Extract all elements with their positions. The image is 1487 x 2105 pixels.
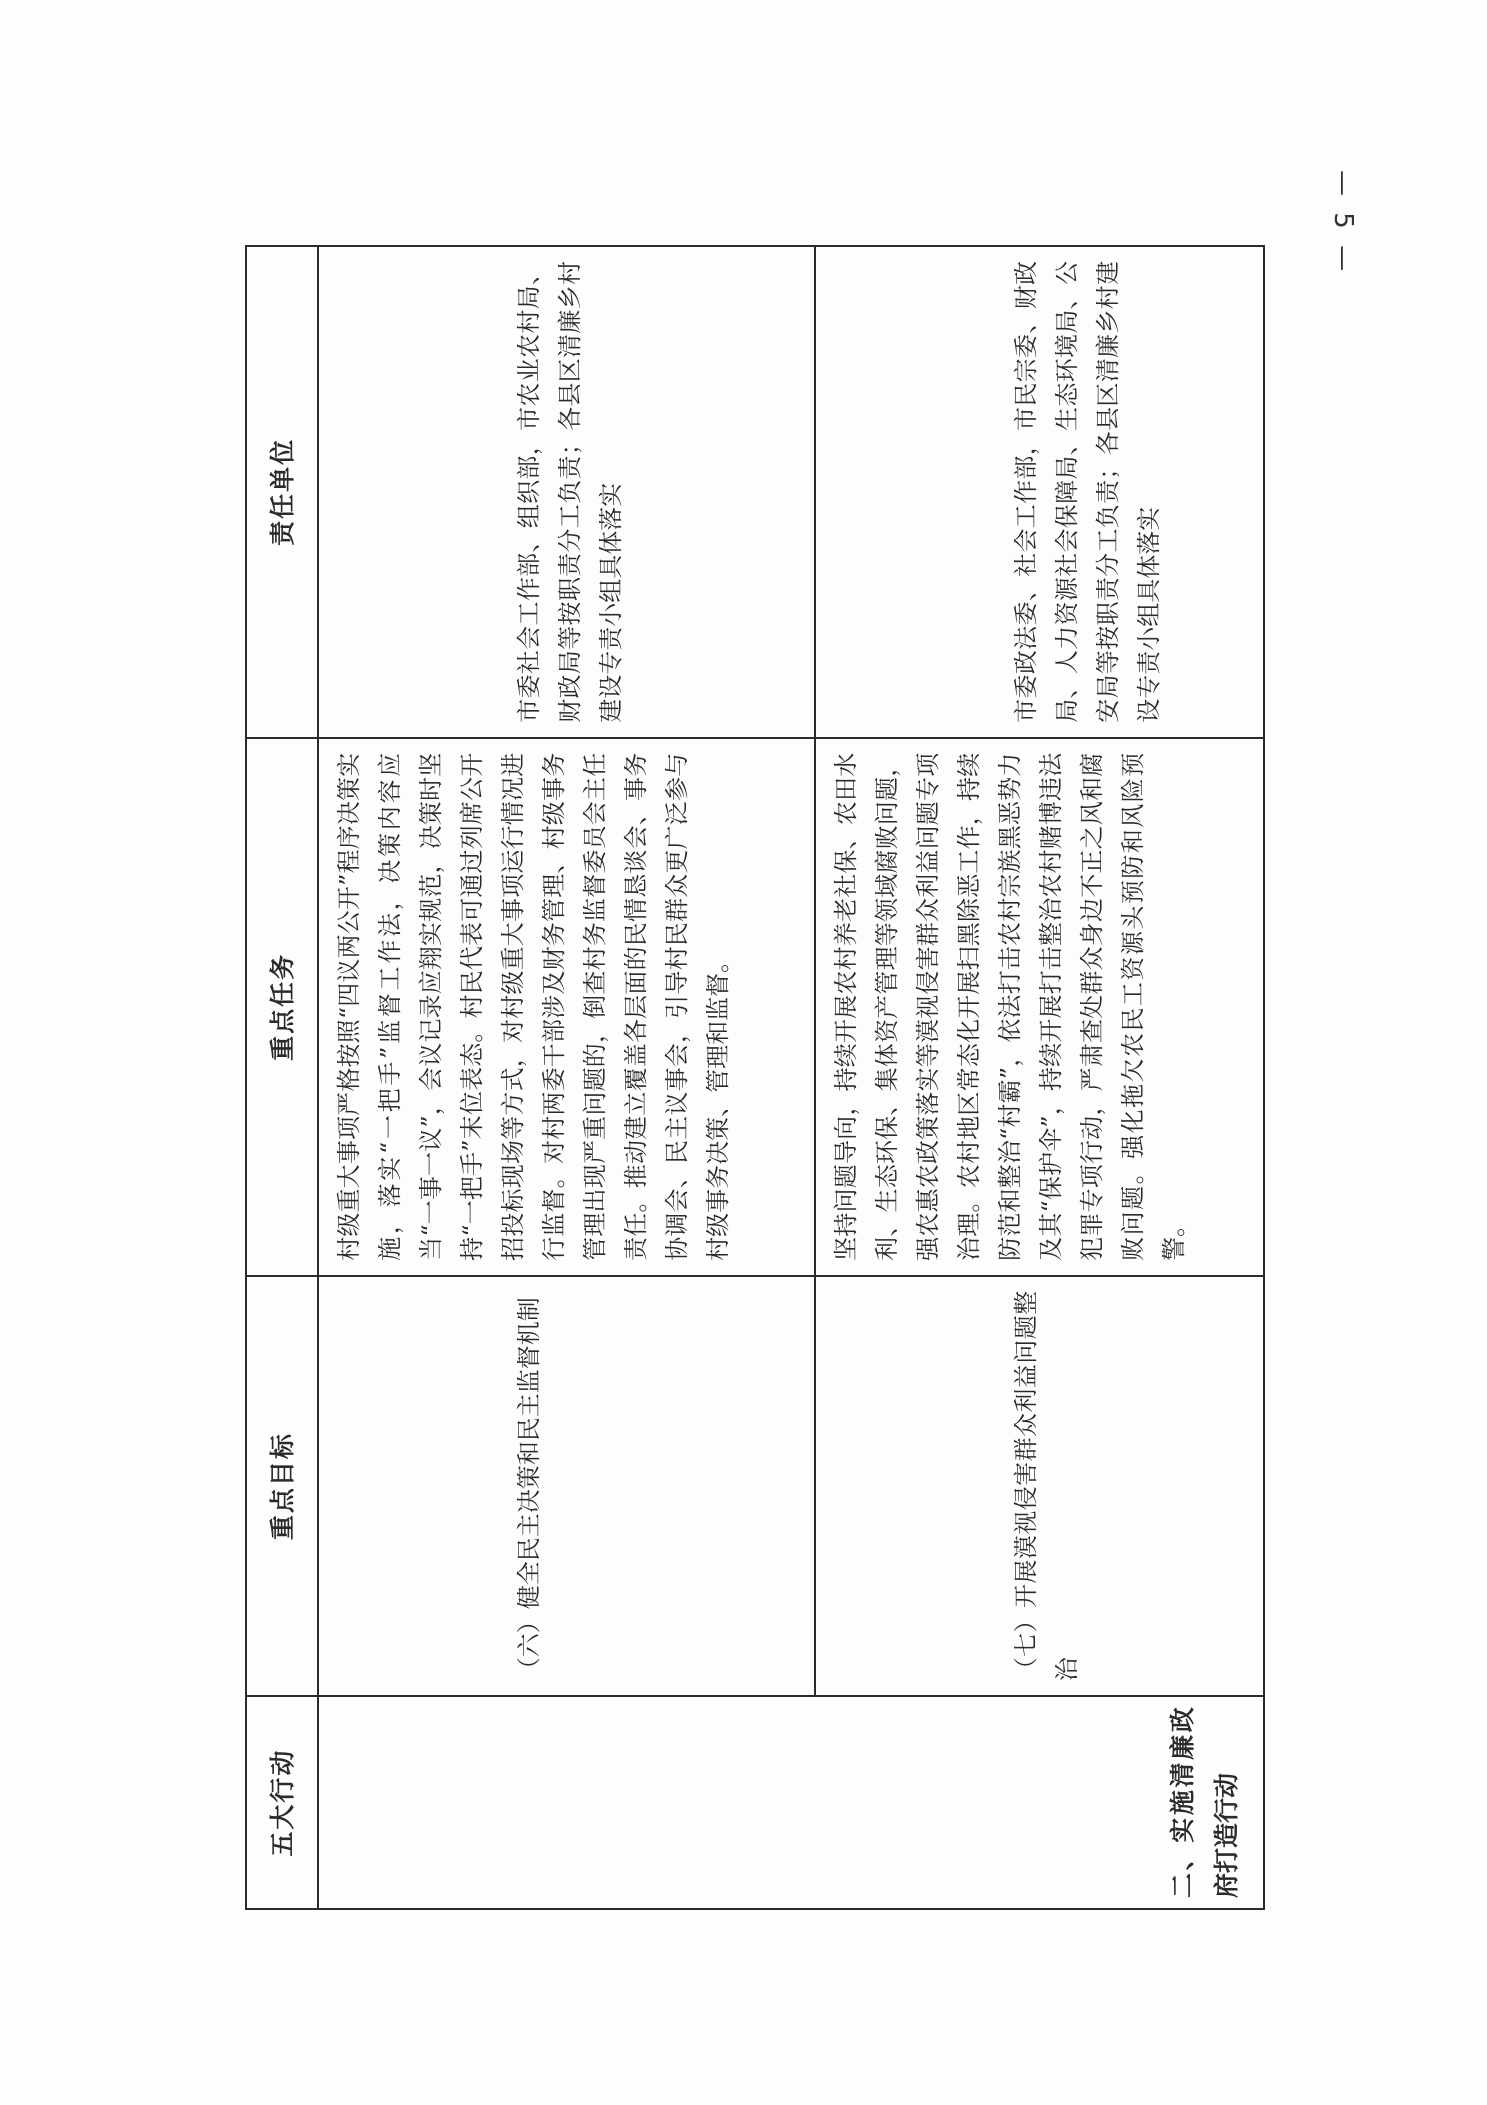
action-cell: 二、实施清廉政府打造行动 — [318, 1696, 1264, 1909]
target-cell: （六）健全民主决策和民主监督机制 — [318, 1276, 815, 1696]
header-action: 五大行动 — [246, 1696, 318, 1909]
target-cell: （七）开展漠视侵害群众利益问题整治 — [815, 1276, 1264, 1696]
unit-cell: 市委政法委、社会工作部，市民宗委、财政局、人力资源社会保障局、生态环境局、公安局等按职责分工负责；各县区清廉乡村建设专责小组具体落实 — [815, 246, 1264, 738]
header-target: 重点目标 — [246, 1276, 318, 1696]
page-number: — 5 — — [1328, 170, 1358, 276]
task-cell: 坚持问题导向，持续开展农村养老社保、农田水利、生态环保、集体资产管理等领域腐败问题，强农惠农政策落实等漠视侵害群众利益问题专项治理。农村地区常态化开展扫黑除恶工作，持续防范和整治“村霸”，依法打击农村宗族黑恶势力及其“保护伞”，持续开展打击整治农村赌博违法犯罪专项行动，严肃查处群众身边不正之风和腐败问题。强化拖欠农民工资源头预防和风险预警。 — [815, 738, 1264, 1276]
task-table — [245, 245, 1265, 1910]
unit-cell: 市委社会工作部、组织部，市农业农村局、财政局等按职责分工负责；各县区清廉乡村建设专责小组具体落实 — [318, 246, 815, 738]
header-task: 重点任务 — [246, 738, 318, 1276]
table-row — [815, 246, 1264, 1909]
rotated-table-container — [245, 245, 1265, 1910]
table-row — [318, 246, 815, 1909]
task-cell: 村级重大事项严格按照“四议两公开”程序决策实施，落实“一把手”监督工作法，决策内容应当“一事一议”，会议记录应翔实规范，决策时坚持“一把手”末位表态。村民代表可通过列席公开招投标现场等方式，对村级重大事项运行情况进行监督。对村两委干部涉及财务管理、村级事务管理出现严重问题的，倒查村务监督委员会主任责任。推动建立覆盖各层面的民情恳谈会、事务协调会、民主议事会，引导村民群众更广泛参与村级事务决策、管理和监督。 — [318, 738, 815, 1276]
table-header-row — [246, 246, 318, 1909]
header-unit: 责任单位 — [246, 246, 318, 738]
